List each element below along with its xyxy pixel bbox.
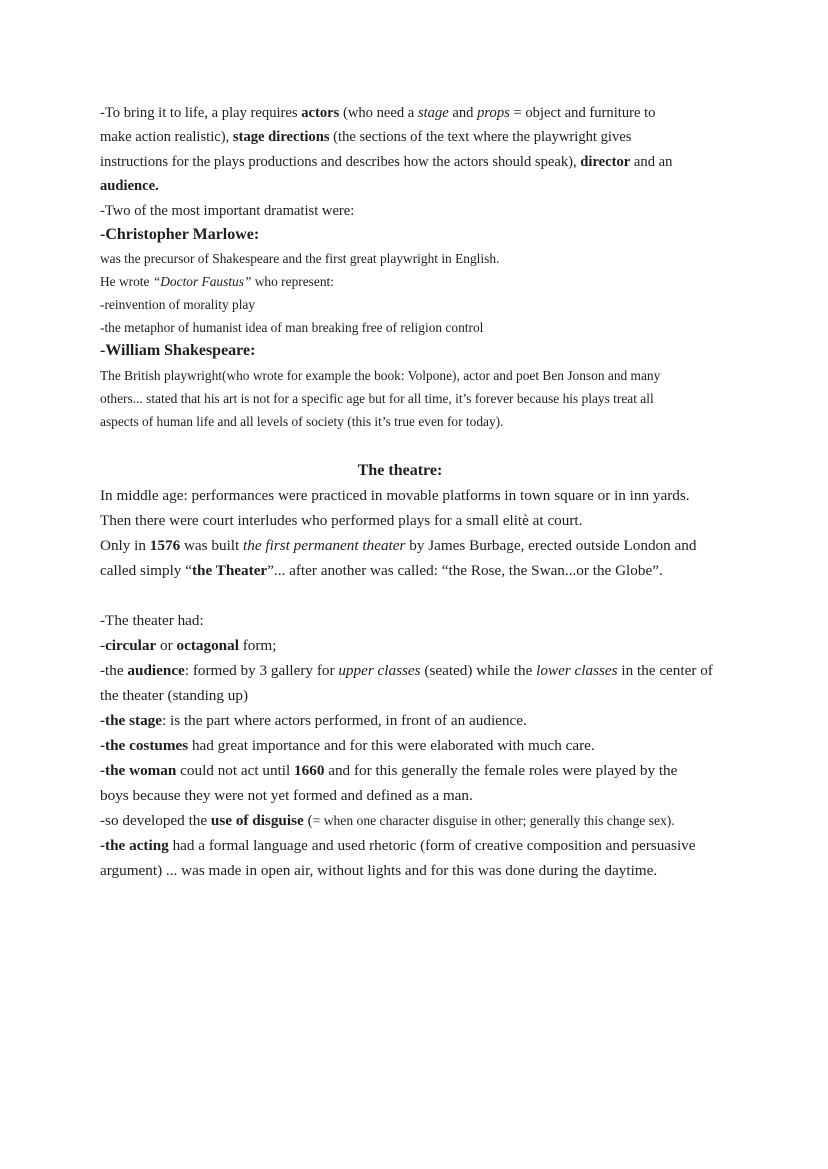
shakespeare-line-3: aspects of human life and all levels of society (this it’s true even for today). [100,413,504,429]
marlowe-heading: -Christopher Marlowe: [100,226,260,244]
features-costumes: -the costumes had great importance and for this were elaborated with much care. [100,736,595,754]
features-form: -circular or octagonal form; [100,636,277,654]
shakespeare-line-1: The British playwright(who wrote for example the book: Volpone), actor and poet Ben Jonson and many [100,367,661,383]
features-acting-line-2: argument) ... was made in open air, without lights and for this was done during the daytime. [100,861,658,879]
document-body [100,101,740,883]
intro-line-2: make action realistic), stage directions (the sections of the text where the playwright gives [100,129,632,146]
features-woman-line-1: -the woman could not act until 1660 and for this generally the female roles were played by the [100,761,678,779]
features-stage: -the stage: is the part where actors performed, in front of an audience. [100,711,527,729]
theatre-line-4: called simply “the Theater”... after another was called: “the Rose, the Swan...or the Globe”. [100,561,663,579]
intro-line-3: instructions for the plays productions and describes how the actors should speak), director and an [100,153,673,170]
shakespeare-line-2: others... stated that his art is not for a specific age but for all time, it’s forever because his plays treat all [100,390,654,406]
shakespeare-heading: -William Shakespeare: [100,342,256,360]
marlowe-line-3: -reinvention of morality play [100,297,256,313]
intro-line-5: -Two of the most important dramatist were: [100,202,355,219]
section-gap [100,433,740,458]
theatre-title: The theatre: [357,461,443,479]
features-woman-line-2: boys because they were not yet formed and defined as a man. [100,786,473,804]
intro-line-1: -To bring it to life, a play requires actors (who need a stage and props = object and furniture to [100,105,656,121]
section-gap [100,583,740,608]
theatre-line-3: Only in 1576 was built the first permanent theater by James Burbage, erected outside London and [100,536,697,554]
features-disguise: -so developed the use of disguise (= when one character disguise in other; generally this change sex). [100,811,675,829]
marlowe-line-2: He wrote “Doctor Faustus” who represent: [100,274,334,290]
features-acting-line-1: -the acting had a formal language and used rhetoric (form of creative composition and persuasive [100,836,696,854]
theatre-line-2: Then there were court interludes who performed plays for a small elitè at court. [100,511,583,529]
features-audience-line-2: the theater (standing up) [100,686,249,704]
theatre-line-1: In middle age: performances were practiced in movable platforms in town square or in inn yards. [100,486,690,504]
marlowe-line-1: was the precursor of Shakespeare and the first great playwright in English. [100,251,500,267]
intro-line-4: audience. [100,178,159,195]
features-intro: -The theater had: [100,611,204,629]
features-audience-line-1: -the audience: formed by 3 gallery for upper classes (seated) while the lower classes in the center of [100,661,713,679]
marlowe-line-4: -the metaphor of humanist idea of man breaking free of religion control [100,320,484,336]
